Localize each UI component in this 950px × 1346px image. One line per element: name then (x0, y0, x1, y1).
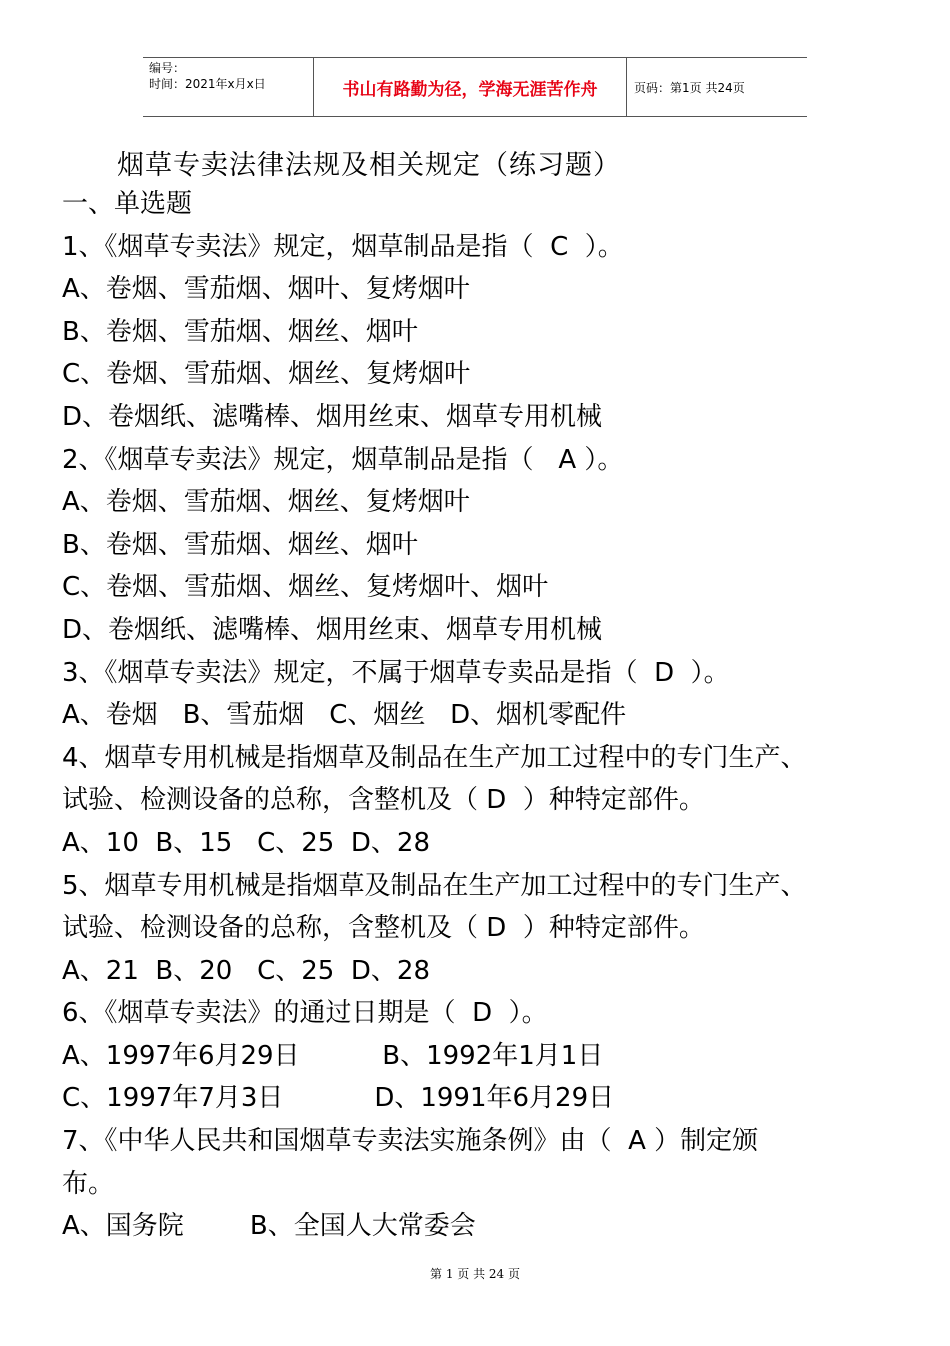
question-line: 3、《烟草专卖法》规定，不属于烟草专卖品是指（ D ）。 (62, 657, 730, 688)
option-line: A、卷烟 B、雪茄烟 C、烟丝 D、烟机零配件 (62, 700, 627, 731)
section-heading: 一、单选题 (62, 189, 193, 219)
page-header (143, 57, 807, 117)
option-line: A、卷烟、雪茄烟、烟丝、复烤烟叶 (62, 487, 470, 518)
header-slogan: 书山有路勤为径，学海无涯苦作舟 (313, 58, 627, 116)
option-line: A、21 B、20 C、25 D、28 (62, 955, 430, 986)
option-line: A、卷烟、雪茄烟、烟叶、复烤烟叶 (62, 274, 470, 305)
option-line: D、卷烟纸、滤嘴棒、烟用丝束、烟草专用机械 (62, 401, 603, 432)
option-line: C、卷烟、雪茄烟、烟丝、复烤烟叶、烟叶 (62, 572, 549, 603)
option-line: D、卷烟纸、滤嘴棒、烟用丝束、烟草专用机械 (62, 614, 603, 645)
header-page-info: 页码：第1页 共24页 (634, 80, 745, 95)
question-line: 布。 (62, 1168, 115, 1199)
header-meta (143, 58, 313, 118)
question-line: 6、《烟草专卖法》的通过日期是（ D ）。 (62, 998, 548, 1029)
number-label: 编号： (149, 61, 186, 75)
question-line: 4、烟草专用机械是指烟草及制品在生产加工过程中的专门生产、 (62, 742, 807, 773)
option-line: A、1997年6月29日 B、1992年1月1日 (62, 1040, 604, 1071)
option-line: C、卷烟、雪茄烟、烟丝、复烤烟叶 (62, 359, 471, 390)
document-title: 烟草专卖法律法规及相关规定（练习题） (117, 150, 621, 181)
option-line: B、卷烟、雪茄烟、烟丝、烟叶 (62, 529, 418, 560)
question-list (62, 183, 912, 1248)
page-footer: 第 1 页 共 24 页 (430, 1267, 520, 1281)
question-line: 试验、检测设备的总称，含整机及（ D ）种特定部件。 (62, 913, 705, 944)
question-line: 5、烟草专用机械是指烟草及制品在生产加工过程中的专门生产、 (62, 870, 807, 901)
option-line: C、1997年7月3日 D、1991年6月29日 (62, 1083, 615, 1114)
option-line: A、国务院 B、全国人大常委会 (62, 1211, 476, 1242)
question-line: 7、《中华人民共和国烟草专卖法实施条例》由（ A ）制定颁 (62, 1126, 759, 1157)
time-label: 时间：2021年x月x日 (149, 77, 266, 91)
question-line: 1、《烟草专卖法》规定，烟草制品是指（ C ）。 (62, 231, 624, 262)
option-line: B、卷烟、雪茄烟、烟丝、烟叶 (62, 316, 418, 347)
question-line: 2、《烟草专卖法》规定，烟草制品是指（ A ）。 (62, 444, 624, 475)
question-line: 试验、检测设备的总称，含整机及（ D ）种特定部件。 (62, 785, 705, 816)
option-line: A、10 B、15 C、25 D、28 (62, 827, 430, 858)
